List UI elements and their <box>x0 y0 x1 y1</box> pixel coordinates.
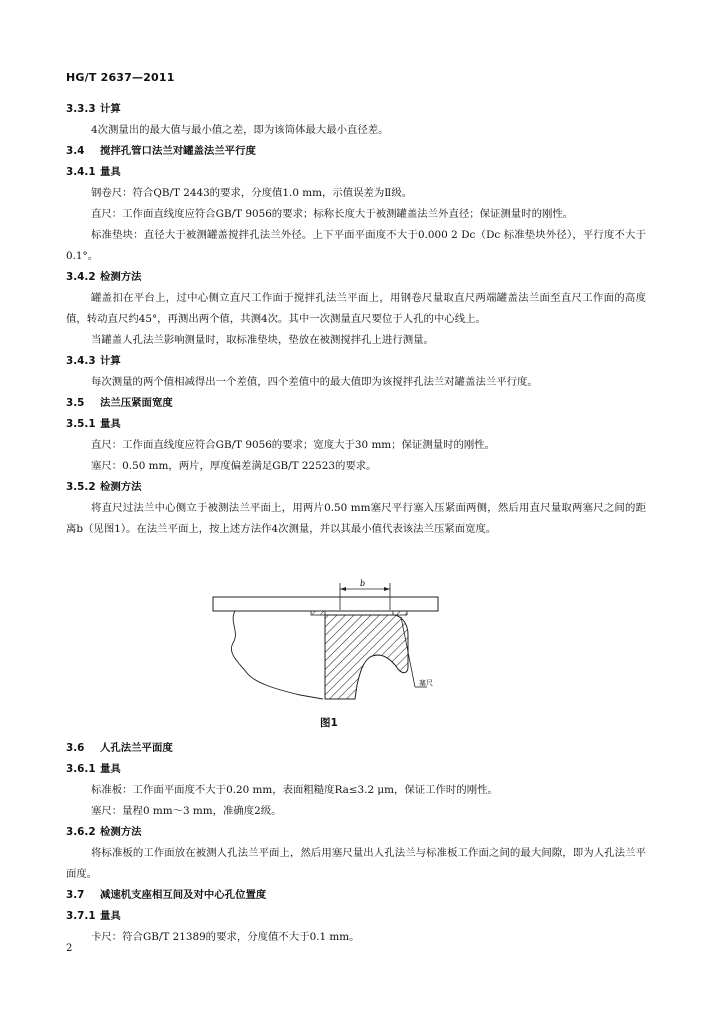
paragraph: 卡尺：符合GB/T 21389的要求，分度值不大于0.1 mm。 <box>91 931 360 943</box>
section-heading <box>66 162 646 183</box>
section-number: 3.4.1 <box>66 166 96 178</box>
section-heading <box>66 393 646 414</box>
section-title: 减速机支座相互间及对中心孔位置度 <box>100 889 267 901</box>
section-number: 3.6.1 <box>66 763 96 775</box>
paragraph: 标准板：工作面平面度不大于0.20 mm，表面粗糙度Ra≤3.2 μm，保证工作时的刚性。 <box>91 784 498 796</box>
paragraph: 将直尺过法兰中心侧立于被测法兰平面上，用两片0.50 mm塞尺平行塞入压紧面两侧，然后用直尺量取两塞尺之间的距离b（见图1）。在法兰平面上，按上述方法作4次测量，并以其最小值代表该法兰压紧面宽度。 <box>66 502 646 535</box>
section-number: 3.7.1 <box>66 910 96 922</box>
feeler-gauge-right <box>393 611 407 615</box>
paragraph: 直尺：工作面直线度应符合GB/T 9056的要求；宽度大于30 mm；保证测量时的刚性。 <box>91 439 496 451</box>
section-number: 3.4.3 <box>66 355 96 367</box>
figure-caption: 图1 <box>320 717 338 729</box>
page-number: 2 <box>66 943 73 954</box>
section-title: 计算 <box>100 355 121 367</box>
section-title: 计算 <box>100 103 121 115</box>
paragraph: 每次测量的两个值相减得出一个差值，四个差值中的最大值即为该搅拌孔法兰对罐盖法兰平行度。 <box>91 376 538 388</box>
feeler-gauge-left <box>311 611 325 615</box>
text-section-lower <box>66 738 646 948</box>
section-number: 3.4 <box>66 145 85 157</box>
flange-section <box>325 615 408 699</box>
paragraph: 直尺：工作面直线度应符合GB/T 9056的要求；标称长度大于被测罐盖法兰外直径；保证测量时的刚性。 <box>91 208 574 220</box>
text-section-upper <box>66 99 646 540</box>
ruler <box>213 597 438 611</box>
section-number: 3.5 <box>66 397 85 409</box>
section-title: 量具 <box>100 910 121 922</box>
paragraph: 标准垫块：直径大于被测罐盖搅拌孔法兰外径。上下平面平面度不大于0.000 2 Dc（Dc 标准垫块外径），平行度不大于0.1°。 <box>66 229 646 262</box>
section-number: 3.6.2 <box>66 826 96 838</box>
section-heading <box>66 267 646 288</box>
section-heading <box>66 822 646 843</box>
section-number: 3.4.2 <box>66 271 96 283</box>
section-heading <box>66 141 646 162</box>
paragraph: 钢卷尺：符合QB/T 2443的要求，分度值1.0 mm，示值误差为Ⅱ级。 <box>91 187 413 199</box>
feeler-gauge-label: 塞尺 <box>419 679 433 687</box>
paragraph: 4次测量出的最大值与最小值之差，即为该筒体最大最小直径差。 <box>91 124 389 136</box>
section-title: 人孔法兰平面度 <box>100 742 173 754</box>
section-title: 检测方法 <box>100 481 142 493</box>
section-title: 检测方法 <box>100 271 142 283</box>
section-heading <box>66 477 646 498</box>
section-title: 量具 <box>100 763 121 775</box>
section-heading <box>66 351 646 372</box>
dimension-b-label: b <box>360 579 366 588</box>
section-number: 3.7 <box>66 889 85 901</box>
vessel-wall <box>231 611 323 699</box>
section-heading <box>66 906 646 927</box>
paragraph: 当罐盖人孔法兰影响测量时，取标准垫块，垫放在被测搅拌孔上进行测量。 <box>91 334 434 346</box>
section-number: 3.6 <box>66 742 85 754</box>
section-title: 检测方法 <box>100 826 142 838</box>
section-heading <box>66 738 646 759</box>
section-number: 3.5.2 <box>66 481 96 493</box>
section-heading <box>66 759 646 780</box>
section-number: 3.5.1 <box>66 418 96 430</box>
paragraph: 罐盖扣在平台上，过中心侧立直尺工作面于搅拌孔法兰平面上，用钢卷尺量取直尺两端罐盖法兰面至直尺工作面的高度值，转动直尺约45°，再测出两个值，共测4次。其中一次测量直尺要位于人孔的中心线上。 <box>66 292 646 325</box>
paragraph: 将标准板的工作面放在被测人孔法兰平面上，然后用塞尺量出人孔法兰与标准板工作面之间的最大间隙，即为人孔法兰平面度。 <box>66 847 646 880</box>
figure-1-flange-diagram <box>205 577 445 717</box>
paragraph: 塞尺：量程0 mm～3 mm，准确度2级。 <box>91 805 282 817</box>
section-title: 法兰压紧面宽度 <box>100 397 173 409</box>
section-heading <box>66 414 646 435</box>
section-title: 量具 <box>100 166 121 178</box>
section-title: 搅拌孔管口法兰对罐盖法兰平行度 <box>100 145 256 157</box>
section-heading <box>66 885 646 906</box>
paragraph: 塞尺：0.50 mm，两片，厚度偏差满足GB/T 22523的要求。 <box>91 460 377 472</box>
section-heading <box>66 99 646 120</box>
section-title: 量具 <box>100 418 121 430</box>
section-number: 3.3.3 <box>66 103 96 115</box>
standard-code: HG/T 2637—2011 <box>66 71 175 84</box>
